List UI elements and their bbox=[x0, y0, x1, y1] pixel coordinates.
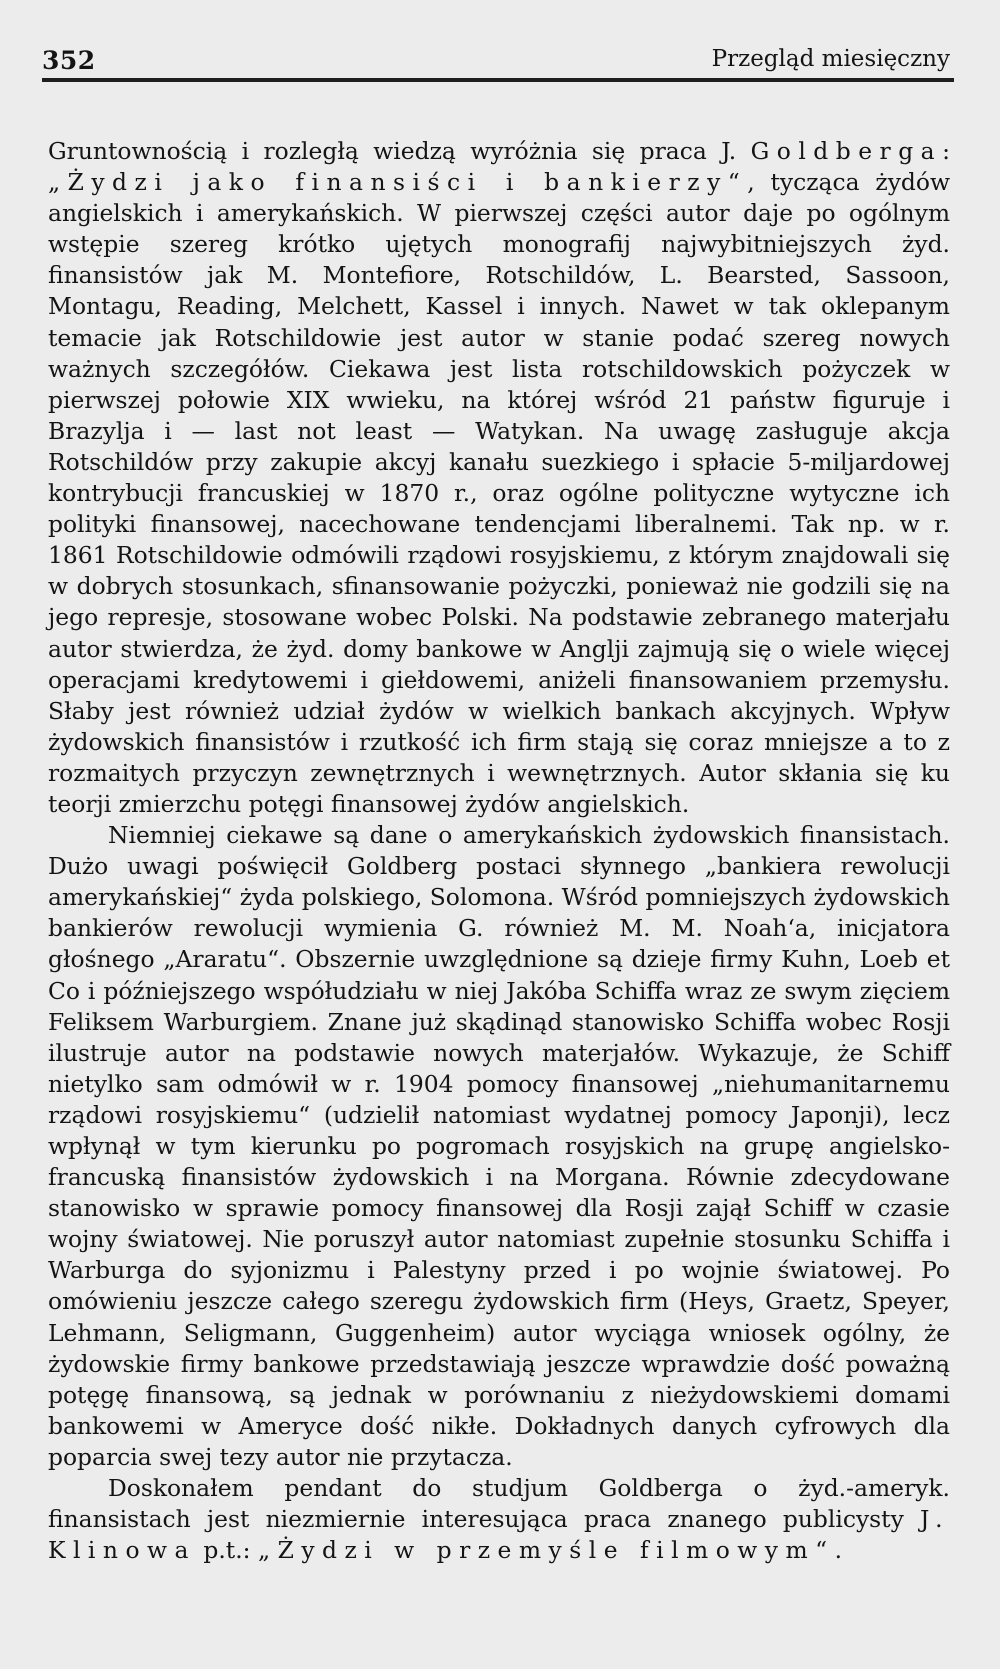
p3-text-2: p.t.: bbox=[195, 1536, 258, 1565]
page-header bbox=[42, 34, 950, 75]
running-title: Przegląd miesięczny bbox=[711, 46, 950, 72]
author-klinow: J. Klinowa bbox=[48, 1505, 950, 1565]
page-number: 352 bbox=[42, 46, 96, 75]
book-title-goldberg: „Żydzi jako finansiści i bankierzy“ bbox=[48, 168, 748, 197]
article-body bbox=[48, 136, 950, 1566]
paragraph-3 bbox=[48, 1473, 950, 1566]
p1-text-1: Gruntownością i rozległą wiedzą wyróżnia się praca J. bbox=[48, 137, 751, 165]
paragraph-2: Niemniej ciekawe są dane o amerykańskich żydowskich finansistach. Dużo uwagi poświęcił Goldberg postaci słynnego „bankiera rewolucji amerykańskiej“ żyda polskiego, Solomona. Wśród pomniejszych żydowskich bankierów rewolucji wymienia G. również M. M. Noah‘a, inicjatora głośnego „Araratu“. Obszernie uwzględnione są dzieje firmy Kuhn, Loeb et Co i późniejszego współudziału w niej Jakóba Schiffa wraz ze swym zięciem Feliksem Warburgiem. Znane już skądinąd stanowisko Schiffa wobec Rosji ilustruje autor na podstawie nowych materjałów. Wykazuje, że Schiff nietylko sam odmówił w r. 1904 pomocy finansowej „niehumanitarnemu rządowi rosyjskiemu“ (udzielił natomiast wydatnej pomocy Japonji), lecz wpłynął w tym kierunku po pogromach rosyjskich na grupę angielsko-francuską finansistów żydowskich i na Morgana. Równie zdecydowane stanowisko w sprawie pomocy finansowej dla Rosji zajął Schiff w czasie wojny światowej. Nie poruszył autor natomiast zupełnie stosunku Schiffa i Warburga do syjonizmu i Palestyny przed i po wojnie światowej. Po omówieniu jeszcze całego szeregu żydowskich firm (Heys, Graetz, Speyer, Lehmann, Seligmann, Guggenheim) autor wyciąga wniosek ogólny, że żydowskie firmy bankowe przedstawiają jeszcze wprawdzie dość poważną potęgę finansową, są jednak w porównaniu z nieżydowskiemi domami bankowemi w Ameryce dość nikłe. Dokładnych danych cyfrowych dla poparcia swej tezy autor nie przytacza. bbox=[48, 821, 950, 1471]
p3-text-1: Doskonałem pendant do studjum Goldberga o żyd.-ameryk. finansistach jest niezmiernie interesująca praca znanego publicysty bbox=[48, 1474, 950, 1534]
book-title-klinow: „Żydzi w przemyśle filmowym“. bbox=[257, 1536, 850, 1565]
p1-text-3: , tycząca żydów angielskich i amerykańskich. W pierwszej części autor daje po ogólnym wstępie szereg krótko ujętych monografij najwybitniejszych żyd. finansistów jak M. Montefiore, Rotschildów, L. Bearsted, Sassoon, Montagu, Reading, Melchett, Kassel i innych. Nawet w tak oklepanym temacie jak Rotschildowie jest autor w stanie podać szereg nowych ważnych szczegółów. Ciekawa jest lista rotschildowskich pożyczek w pierwszej połowie XIX wwieku, na której wśród 21 państw figuruje i Brazylja i — last not least — Watykan. Na uwagę zasługuje akcja Rotschildów przy zakupie akcyj kanału suezkiego i spłacie 5-miljardowej kontrybucji francuskiej w 1870 r., oraz ogólne polityczne wytyczne ich polityki finansowej, nacechowane tendencjami liberalnemi. Tak np. w r. 1861 Rotschildowie odmówili rządowi rosyjskiemu, z którym znajdowali się w dobrych stosunkach, sfinansowanie pożyczki, ponieważ nie godzili się na jego represje, stosowane wobec Polski. Na podstawie zebranego materjału autor stwierdza, że żyd. domy bankowe w Anglji zajmują się o wiele więcej operacjami kredytowemi i giełdowemi, aniżeli finansowaniem przemysłu. Słaby jest również udział żydów w wielkich bankach akcyjnych. Wpływ żydowskich finansistów i rzutkość ich firm stają się coraz mniejsze a to z rozmaitych przyczyn zewnętrznych i wewnętrznych. Autor skłania się ku teorji zmierzchu potęgi finansowej żydów angielskich. bbox=[48, 168, 950, 818]
author-goldberg: Goldberga bbox=[750, 137, 943, 165]
p1-text-2: : bbox=[942, 137, 950, 165]
header-rule bbox=[42, 78, 954, 82]
paragraph-1 bbox=[48, 136, 950, 820]
